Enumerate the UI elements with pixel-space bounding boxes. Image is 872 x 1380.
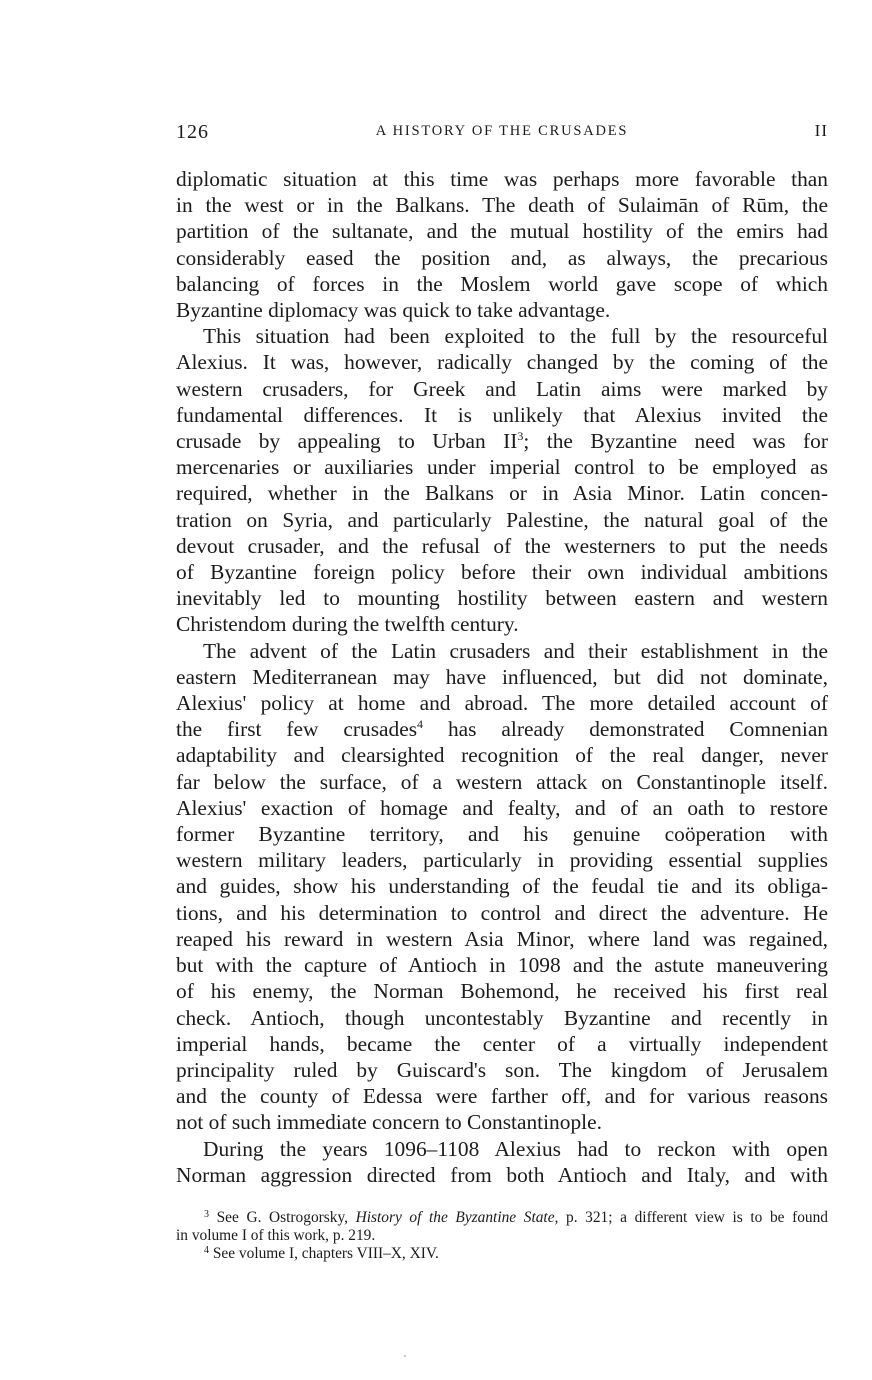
text-line: During the years 1096–1108 Alexius had to reckon with open: [203, 1136, 828, 1161]
text-line: imperial hands, became the center of a virtually independent: [176, 1031, 828, 1056]
text-line: but with the capture of Antioch in 1098 and the astute maneuvering: [176, 953, 828, 978]
text-line: of Byzantine foreign policy before their own individual ambitions: [176, 560, 828, 585]
text-line: tions, and his determination to control and direct the adventure. He: [176, 900, 828, 925]
text-line: former Byzantine territory, and his genuine coöperation with: [176, 822, 828, 847]
text-line: western military leaders, particularly in providing essential supplies: [176, 848, 828, 873]
text-line: in the west or in the Balkans. The death of Sulaimān of Rūm, the: [176, 193, 828, 218]
text-fragment: crusade by appealing to Urban II: [176, 429, 518, 454]
footnote-marker: 3: [204, 1209, 209, 1220]
text-line: fundamental differences. It is unlikely that Alexius invited the: [176, 402, 828, 427]
scan-speck: [404, 1355, 406, 1357]
text-line: check. Antioch, though uncontestably Byzantine and recently in: [176, 1005, 828, 1030]
text-line: Christendom during the twelfth century.: [176, 612, 519, 637]
text-fragment: has already demonstrated Comnenian: [423, 717, 829, 742]
footnote-text: p. 321; a different view is to be found: [558, 1209, 828, 1226]
footnote-3: [176, 1209, 828, 1227]
text-line: tration on Syria, and particularly Palestine, the natural goal of the: [176, 507, 828, 532]
text-line: balancing of forces in the Moslem world gave scope of which: [176, 271, 828, 296]
page-number: 126: [176, 121, 209, 143]
text-line: and the county of Edessa were farther off, and for various reasons: [176, 1084, 828, 1109]
text-line: considerably eased the position and, as always, the precarious: [176, 245, 828, 270]
text-line: required, whether in the Balkans or in Asia Minor. Latin concen-: [176, 481, 828, 506]
body-text: [176, 166, 828, 1188]
running-title: A HISTORY OF THE CRUSADES: [375, 123, 629, 139]
text-line: Alexius' policy at home and abroad. The more detailed account of: [176, 691, 828, 716]
text-fragment: the first few crusades: [176, 717, 418, 742]
text-line: eastern Mediterranean may have influenced, but did not dominate,: [176, 664, 828, 689]
text-line: Byzantine diplomacy was quick to take advantage.: [176, 298, 611, 323]
part-number: II: [814, 121, 828, 140]
text-line: Alexius' exaction of homage and fealty, and of an oath to restore: [176, 795, 828, 820]
text-fragment: ; the Byzantine need was for: [523, 429, 828, 454]
text-line: far below the surface, of a western attack on Constantinople itself.: [176, 769, 828, 794]
text-line: inevitably led to mounting hostility between eastern and western: [176, 586, 828, 611]
text-line: Norman aggression directed from both Antioch and Italy, and with: [176, 1162, 828, 1187]
text-line: This situation had been exploited to the full by the resourceful: [203, 324, 828, 349]
text-line: partition of the sultanate, and the mutual hostility of the emirs had: [176, 219, 828, 244]
footnote-marker: 4: [204, 1245, 209, 1256]
text-line: mercenaries or auxiliaries under imperial control to be employed as: [176, 455, 828, 480]
text-line: and guides, show his understanding of the feudal tie and its obliga-: [176, 874, 828, 899]
text-line: adaptability and clearsighted recognition of the real danger, never: [176, 743, 828, 768]
text-line-with-note: [176, 428, 828, 454]
text-line: not of such immediate concern to Constantinople.: [176, 1110, 602, 1135]
note-ref-4: 4: [417, 717, 424, 732]
text-line: principality ruled by Guiscard's son. The kingdom of Jerusalem: [176, 1057, 828, 1082]
footnote-book-title: History of the Byzantine State,: [355, 1209, 559, 1226]
footnote-4: [176, 1245, 828, 1263]
text-line: Alexius. It was, however, radically changed by the coming of the: [176, 350, 828, 375]
text-line: diplomatic situation at this time was perhaps more favorable than: [176, 167, 828, 191]
text-line: reaped his reward in western Asia Minor, where land was regained,: [176, 926, 828, 951]
text-line: devout crusader, and the refusal of the westerners to put the needs: [176, 533, 828, 558]
text-line-with-note: [176, 716, 828, 742]
running-header: [176, 121, 828, 143]
text-line: of his enemy, the Norman Bohemond, he received his first real: [176, 979, 828, 1004]
footnote-3-continued: in volume I of this work, p. 219.: [176, 1227, 376, 1244]
text-line: The advent of the Latin crusaders and their establishment in the: [203, 638, 828, 663]
footnote-text: See volume I, chapters VIII–X, XIV.: [212, 1245, 439, 1262]
footnotes: [176, 1209, 828, 1263]
footnote-text: See G. Ostrogorsky,: [216, 1209, 356, 1226]
text-line: western crusaders, for Greek and Latin aims were marked by: [176, 376, 828, 401]
note-ref-3: 3: [517, 429, 524, 444]
